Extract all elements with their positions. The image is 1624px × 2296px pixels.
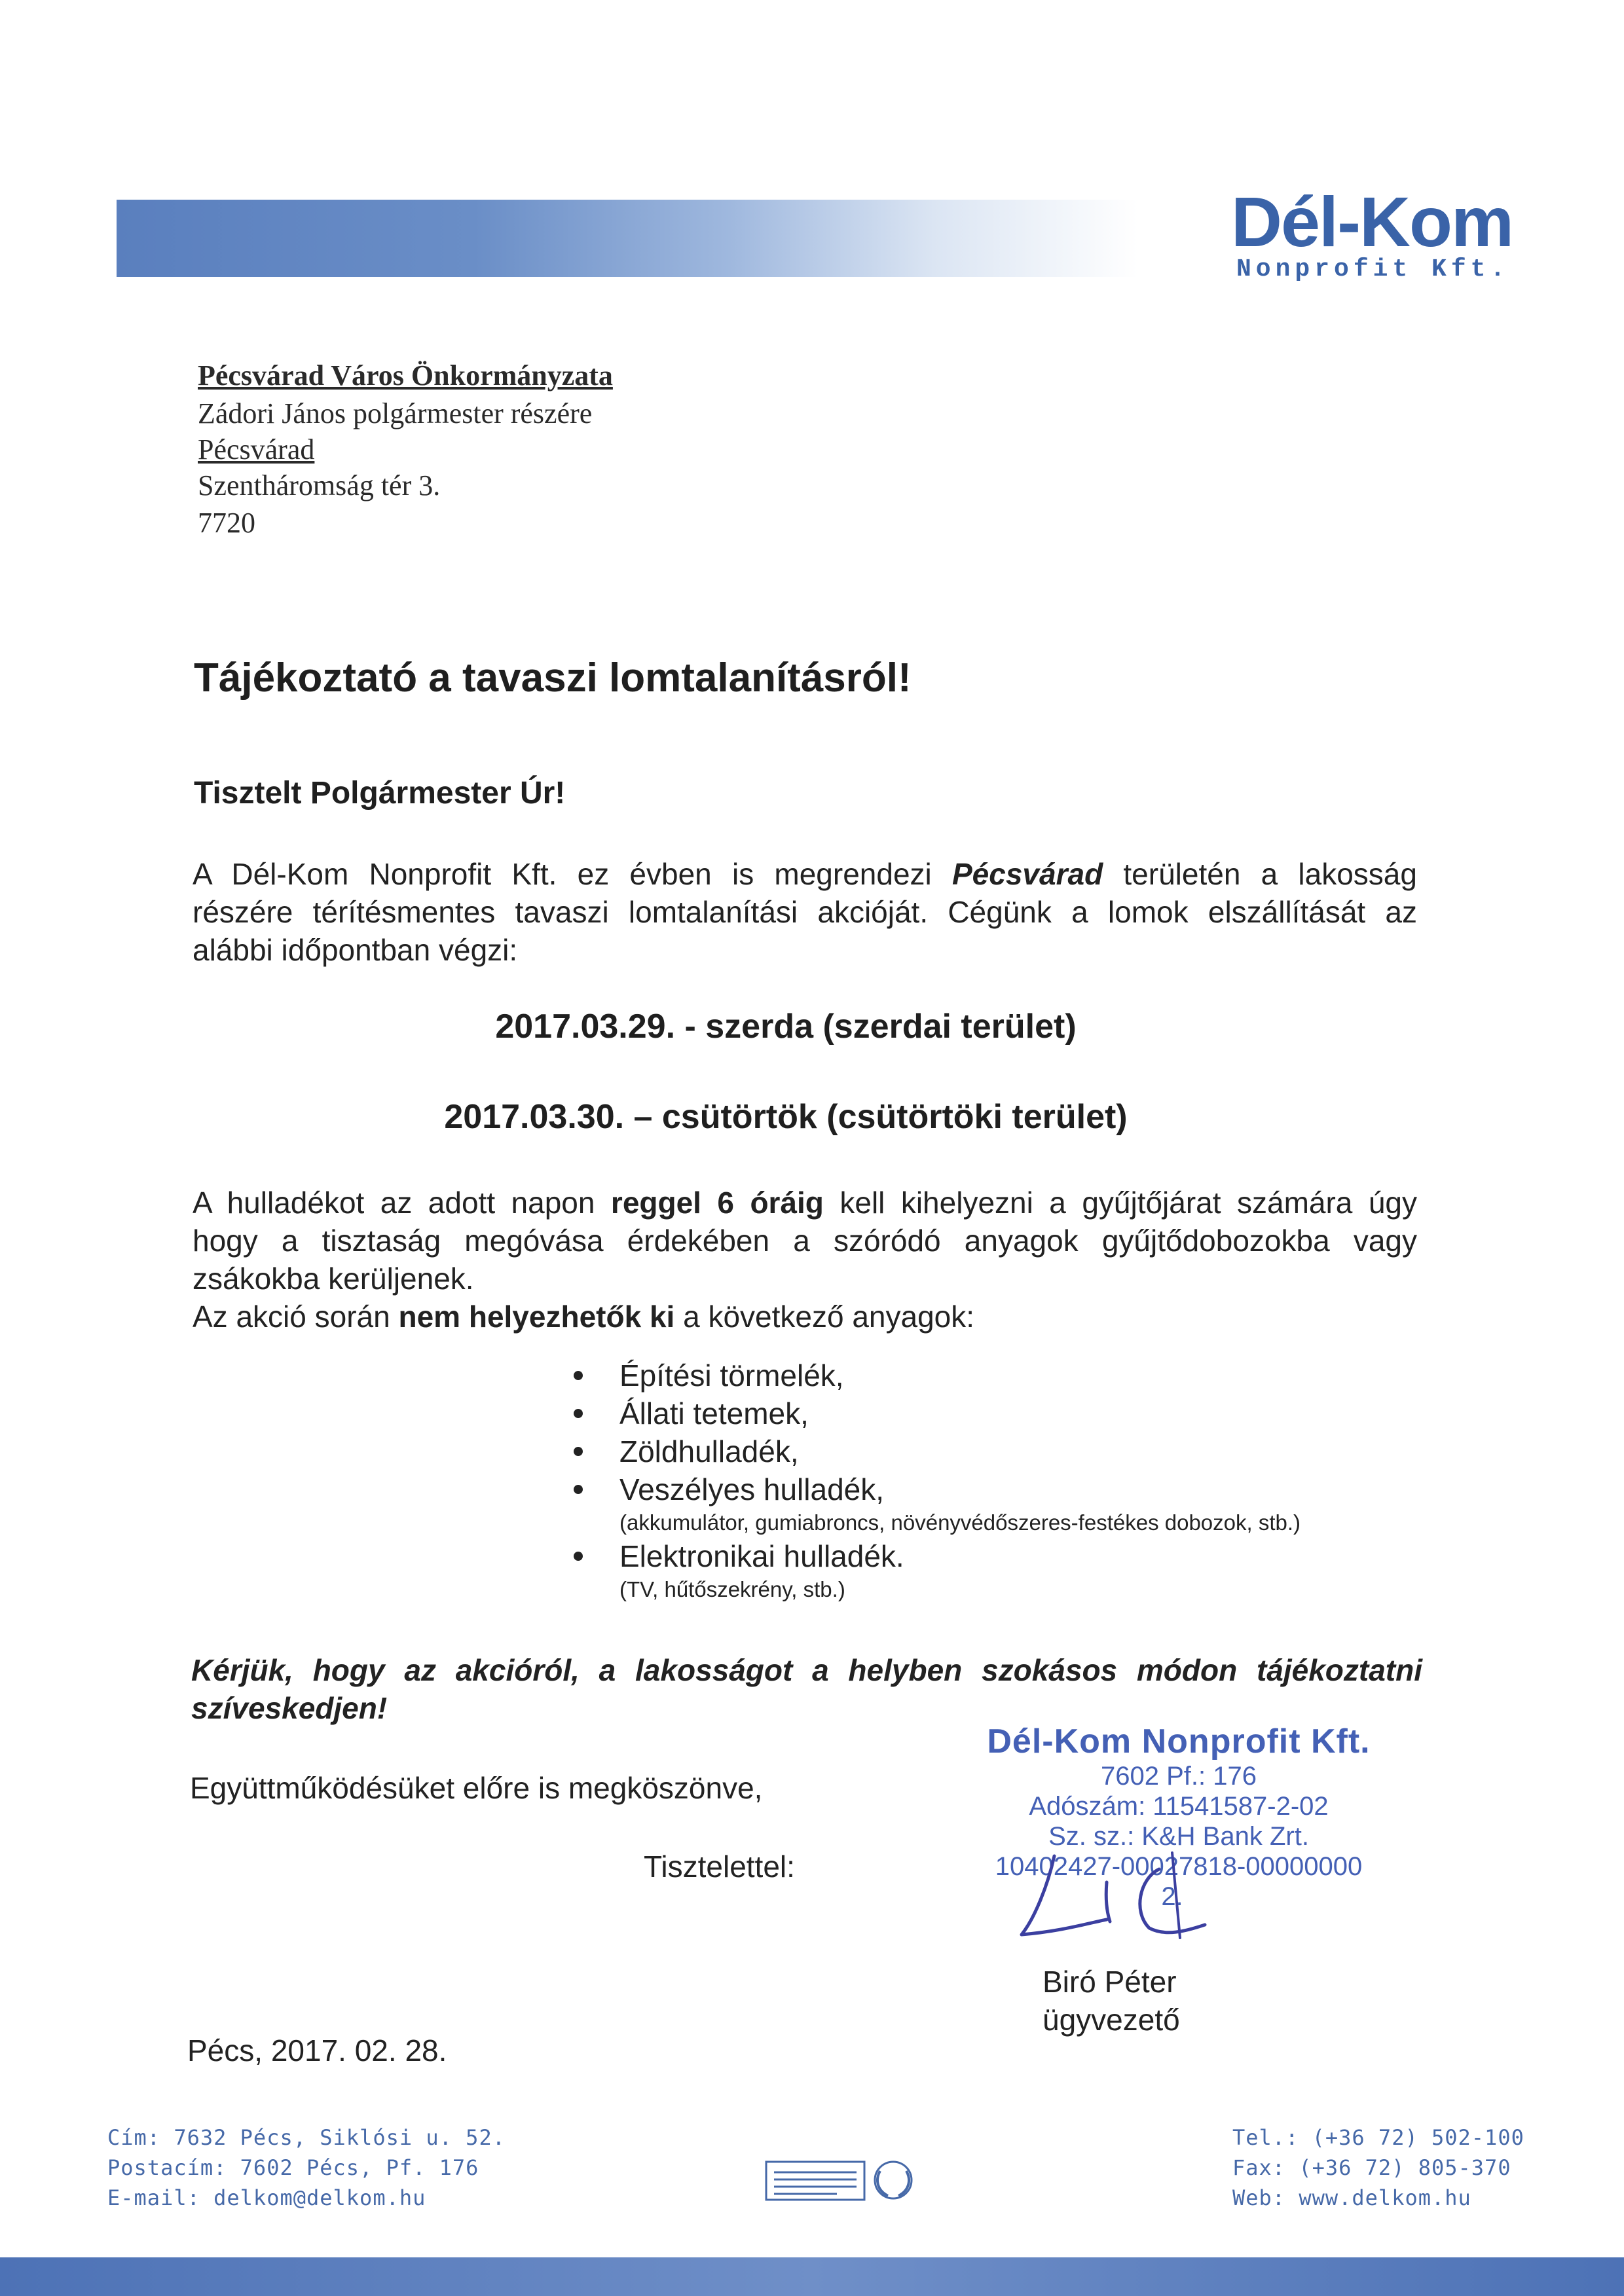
signer-name: Biró Péter xyxy=(1043,1965,1177,1999)
footer-contact-right xyxy=(1232,2123,1524,2213)
thanks-line: Együttműködésüket előre is megköszönve, xyxy=(190,1771,763,1805)
footer-web: Web: www.delkom.hu xyxy=(1232,2185,1471,2210)
bullet-icon xyxy=(574,1447,583,1456)
bullet-icon xyxy=(574,1409,583,1418)
recipient-org: Pécsvárad Város Önkormányzata xyxy=(198,359,613,392)
regards-line: Tisztelettel: xyxy=(644,1850,795,1884)
footer-tel: Tel.: (+36 72) 502-100 xyxy=(1232,2125,1524,2150)
intro-line-1: A Dél-Kom Nonprofit Kft. ez évben is megrendezi Pécsvárad területén a lakosság xyxy=(193,857,1417,891)
list-item: Építési törmelék, xyxy=(570,1357,1301,1394)
list-item: Elektronikai hulladék. (TV, hűtőszekrény, stb.) xyxy=(570,1537,1301,1604)
list-item: Állati tetemek, xyxy=(570,1394,1301,1432)
stamp-bank: Sz. sz.: K&H Bank Zrt. xyxy=(1048,1822,1309,1851)
signer-block xyxy=(1043,1963,1180,2039)
instructions-line-1: A hulladékot az adott napon reggel 6 óráig kell kihelyezni a gyűjtőjárat számára úgy xyxy=(193,1186,1417,1220)
document-title: Tájékoztató a tavaszi lomtalanításról! xyxy=(194,655,912,701)
closing-request xyxy=(191,1651,1422,1727)
bullet-icon xyxy=(574,1371,583,1380)
company-logo-subtitle: Nonprofit Kft. xyxy=(1236,255,1510,283)
bullet-icon xyxy=(574,1485,583,1494)
intro-line-2: részére térítésmentes tavaszi lomtalanítási akcióját. Cégünk a lomok elszállítását az xyxy=(193,895,1417,929)
certification-logo-icon xyxy=(765,2158,925,2202)
footer-contact-left xyxy=(107,2123,506,2213)
company-logo: Dél-Kom xyxy=(1231,182,1513,261)
list-item: Veszélyes hulladék, (akkumulátor, gumiabroncs, növényvédőszeres-festékes dobozok, stb.) xyxy=(570,1470,1301,1537)
stamp-number: 2. xyxy=(1161,1882,1183,1911)
instructions-line-2: hogy a tisztaság megóvása érdekében a szóródó anyagok gyűjtődobozokba vagy xyxy=(193,1224,1417,1258)
intro-paragraph xyxy=(193,855,1417,969)
signature xyxy=(1008,1846,1257,1944)
stamp-name: Dél-Kom Nonprofit Kft. xyxy=(987,1722,1371,1760)
signer-role: ügyvezető xyxy=(1043,2003,1180,2037)
list-item-note: (TV, hűtőszekrény, stb.) xyxy=(619,1577,845,1601)
intro-line-3: alábbi időpontban végzi: xyxy=(193,933,518,967)
stamp-po: 7602 Pf.: 176 xyxy=(1101,1762,1257,1791)
footer-email: E-mail: delkom@delkom.hu xyxy=(107,2185,426,2210)
date-line-2: 2017.03.30. – csütörtök (csütörtöki terület) xyxy=(444,1098,1128,1136)
instructions-line-4: Az akció során nem helyezhetők ki a következő anyagok: xyxy=(193,1300,975,1334)
closing-line-2: szíveskedjen! xyxy=(191,1691,388,1725)
instructions-line-3: zsákokba kerüljenek. xyxy=(193,1262,474,1296)
footer-postal: Postacím: 7602 Pécs, Pf. 176 xyxy=(107,2155,479,2180)
recipient-city: Pécsvárad xyxy=(198,433,315,465)
footer-fax: Fax: (+36 72) 805-370 xyxy=(1232,2155,1511,2180)
closing-line-1: Kérjük, hogy az akcióról, a lakosságot a helyben szokásos módon tájékoztatni xyxy=(191,1653,1422,1687)
footer-band xyxy=(0,2257,1624,2296)
recipient-person: Zádori János polgármester részére xyxy=(198,397,593,429)
list-item: Zöldhulladék, xyxy=(570,1432,1301,1470)
greeting: Tisztelt Polgármester Úr! xyxy=(194,776,566,811)
recipient-zip: 7720 xyxy=(198,507,255,539)
list-item-note: (akkumulátor, gumiabroncs, növényvédőszeres-festékes dobozok, stb.) xyxy=(619,1510,1301,1535)
header-band xyxy=(117,200,1138,277)
bullet-icon xyxy=(574,1552,583,1561)
place-date: Pécs, 2017. 02. 28. xyxy=(187,2033,447,2068)
stamp-tax: Adószám: 11541587-2-02 xyxy=(1029,1792,1329,1821)
stamp-account: 10402427-00027818-00000000 xyxy=(995,1852,1363,1881)
footer-address: Cím: 7632 Pécs, Siklósi u. 52. xyxy=(107,2125,506,2150)
recipient-street: Szentháromság tér 3. xyxy=(198,469,441,501)
prohibited-items-list xyxy=(570,1357,1301,1604)
date-line-1: 2017.03.29. - szerda (szerdai terület) xyxy=(495,1008,1077,1046)
instructions-paragraph xyxy=(193,1184,1417,1336)
